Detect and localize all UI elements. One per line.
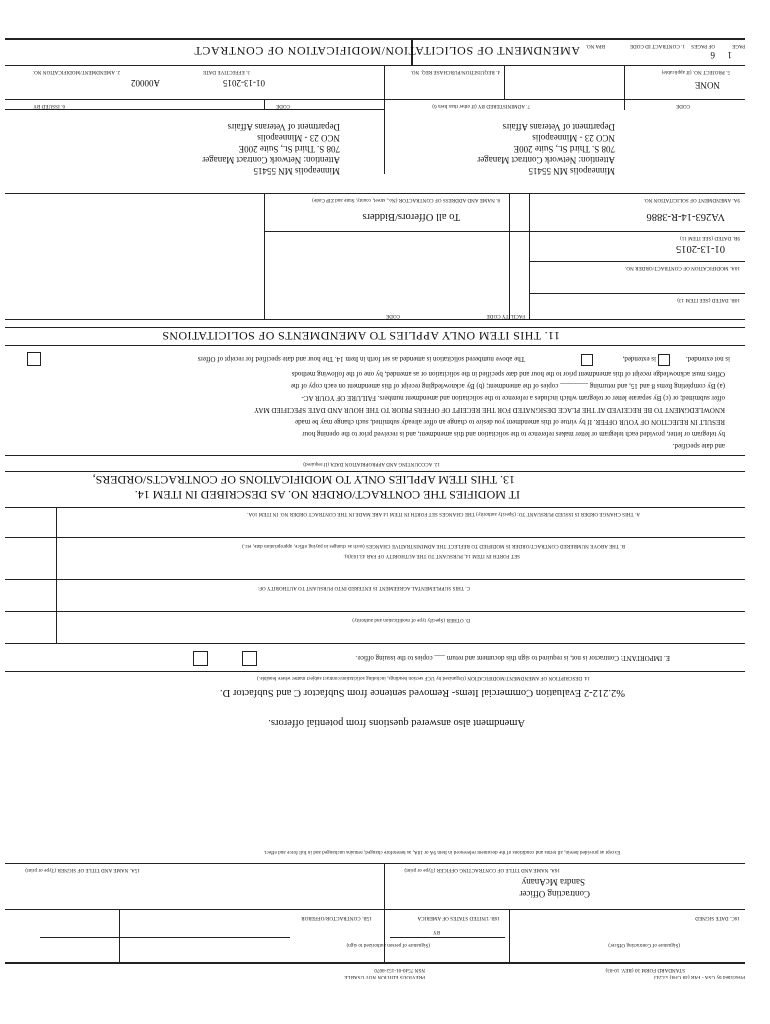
item11-line-5: (a) By completing Items 8 and 15, and returning ________ copies of the amendment; (b) By acknowledging receipt of this amendment on each copy of the [290, 382, 725, 390]
item13-b2: SET FORTH IN ITEM 14, PURSUANT TO THE AUTHORITY OF FAR 43.103(b). [343, 553, 520, 558]
box15a-label: 15A. NAME AND TITLE OF SIGNER (Type or print) [25, 867, 140, 872]
item13-a-top [5, 507, 745, 508]
bottom-border [5, 962, 745, 964]
box9a-value: VA263-14-R-3886 [646, 211, 725, 222]
contractor-sig-line [40, 937, 290, 938]
row2-div2 [504, 66, 505, 100]
item13-c: C. THIS SUPPLEMENTAL AGREEMENT IS ENTERED INTO PURSUANT TO AUTHORITY OF: [257, 585, 470, 590]
issuer-line-2: NCO 23 - Minneapolis [257, 133, 340, 143]
item11-extended: is extended, [622, 355, 656, 363]
sig-contractor: (Signature of person authorized to sign) [346, 942, 430, 947]
box15-16-div [384, 864, 385, 964]
row2-div1 [624, 66, 625, 100]
item14-line1: %2.212-2 Evaluation Commercial Items- Removed sentence from Subfactor C and Subfactor D. [219, 687, 625, 698]
item13-bottom [5, 643, 745, 644]
is-not-checkbox[interactable] [242, 651, 257, 666]
item13-check-col [56, 508, 57, 644]
item11-line-9: by telegram or letter, provided each telegram or letter makes reference to the solicitation and this amendment, and is received prior to the opening hour [302, 430, 725, 438]
item11-line-7: KNOWLEDGMENT TO BE RECEIVED AT THE PLACE DESIGNATED FOR THE RECEIPT OF OFFERS PRIOR TO THE HOUR AND DATE SPECIFIED MAY [254, 406, 725, 414]
top-border [5, 38, 745, 40]
admin-line-2: NCO 23 - Minneapolis [532, 133, 615, 143]
page-label: PAGE [732, 43, 745, 48]
prescribed: Prescribed by GSA - FAR (48 CFR) 53.243 [653, 974, 745, 979]
facility-code-label: FACILITY CODE [486, 313, 525, 318]
box6-code-line [5, 109, 385, 110]
box10a-label: 10A. MODIFICATION OF CONTRACT/ORDER NO. [624, 265, 740, 270]
row4-div2 [529, 194, 530, 320]
officer-sig-line [390, 937, 505, 938]
admin-line-3: 708 S. Third St., Suite 200E [513, 144, 615, 154]
item11-line-4: Offers must acknowledge receipt of this amendment prior to the hour and date specified in the solicitation or as amended, by one of the following methods [291, 370, 725, 378]
box8-label: 8. NAME AND ADDRESS OF CONTRACTOR (No., street, county, State and ZIP Code) [312, 197, 500, 202]
is-required-checkbox[interactable] [193, 651, 208, 666]
by-label: BY [432, 929, 440, 934]
box10a-top [530, 261, 745, 262]
box8-value: To all Offerors/Bidders [362, 211, 460, 222]
box9b-top [265, 231, 530, 232]
row3-top [5, 99, 745, 100]
item11-title: 11. THIS ITEM ONLY APPLIES TO AMENDMENTS OF SOLICITATIONS [161, 329, 560, 343]
box7-code-label: CODE [675, 103, 690, 108]
is-extended-checkbox[interactable] [581, 354, 593, 366]
std-form: STANDARD FORM 30 (REV. 10-83) [605, 967, 685, 972]
item13-b: B. THE ABOVE NUMBERED CONTRACT/ORDER IS MODIFIED TO REFLECT THE ADMINISTRATIVE CHANGES (such as changes in paying office, appropriation date, etc.) [241, 543, 625, 548]
issuer-line-4: Attention: Network Contract Manager [202, 155, 340, 165]
item-e: E. IMPORTANT: Contractor is not, is required to sign this document and return ___ copies to the issuing office. [355, 654, 670, 662]
row4-div3 [509, 194, 510, 320]
row4-code-line [5, 319, 745, 320]
row3-div [384, 100, 385, 174]
item14-top [5, 671, 745, 672]
extended-checkbox[interactable] [27, 352, 41, 366]
box9a-label: 9A. AMENDMENT OF SOLICITATION NO. [643, 197, 740, 202]
row4-top [5, 193, 745, 194]
box15b-contractor-label: 15B. CONTRACTOR/OFFEROR [301, 915, 372, 920]
box9b-value: 01-13-2015 [676, 243, 725, 254]
row2-div3 [384, 66, 385, 100]
box16a-label: 16A. NAME AND TITLE OF CONTRACTING OFFICER (Type or print) [404, 867, 560, 872]
box9b-label: 9B. DATED (SEE ITEM 11) [679, 235, 740, 240]
box16c-label: 16C. DATE SIGNED [695, 915, 740, 920]
box4-label: 4. REQUISITION/PURCHASE REQ. NO. [410, 69, 500, 74]
box7-label: 7. ADMINISTERED BY (If other than Item 6) [432, 103, 530, 108]
item11-line-8: RESULT IN REJECTION OF YOUR OFFER. If by virtue of this amendment you desire to change an offer already submitted, such change may be made [294, 418, 725, 426]
box8-code-label: CODE [385, 313, 400, 318]
item14-line2: Amendment also answered questions from potential offerors. [268, 717, 525, 728]
contract-id-label: 1. CONTRACT ID CODE [629, 43, 685, 48]
item11-line-1: The above numbered solicitation is amended as set forth in Item 14. The hour and date specified for receipt of Offers [197, 355, 525, 363]
sig-officer: (Signature of Contracting Officer) [608, 942, 680, 947]
item13-a: A. THIS CHANGE ORDER IS ISSUED PURSUANT TO: (Specify authority) THE CHANGES SET FORTH IN ITEM 14 ARE MADE IN THE CONTRACT ORDER NO. IN ITEM 10A. [247, 511, 640, 516]
admin-line-1: Department of Veterans Affairs [502, 122, 615, 132]
item13-d-top [5, 611, 745, 612]
page-of-label: OF PAGES [691, 43, 715, 48]
issuer-line-3: 708 S. Third St., Suite 200E [238, 144, 340, 154]
box6-code-label: CODE [275, 103, 290, 108]
nsn: NSN 7540-01-152-8070 [374, 967, 425, 972]
row2-top [5, 65, 745, 66]
box16b-label: 16B. UNITED STATES OF AMERICA [417, 915, 500, 920]
item14-label: 14. DESCRIPTION OF AMENDMENT/MODIFICATION (Organized by UCF section headings, including solicitation/contract subject matter where feasible.) [257, 675, 590, 680]
admin-line-4: Attention: Network Contract Manager [477, 155, 615, 165]
item13-d: D. OTHER (Specify type of modification and authority) [352, 617, 470, 622]
row4-div [264, 194, 265, 320]
item13-title: 13. THIS ITEM APPLIES ONLY TO MODIFICATIONS OF CONTRACTS/ORDERS, [92, 473, 515, 487]
item11-line-6: offer submitted; or (c) By separate letter or telegram which includes a reference to the solicitation and amendment numbers. FAILURE OF YOUR AC- [301, 394, 725, 402]
item13-c-top [5, 579, 745, 580]
officer-name: Sandra McAnany [521, 877, 585, 887]
box15b-top [5, 909, 745, 910]
box6-label: 6. ISSUED BY [33, 103, 65, 108]
page-total: 6 [710, 50, 715, 60]
box2-label: 2. AMENDMENT/MODIFICATION NO. [32, 69, 120, 74]
item13-b-top [5, 537, 745, 538]
box5-value: NONE [695, 80, 720, 90]
box3-label: 3. EFFECTIVE DATE [202, 69, 250, 74]
box15c-div [509, 910, 510, 964]
item12-label: 12. ACCOUNTING AND APPROPRIATION DATA (If required) [303, 461, 440, 466]
box10b-label: 10B. DATED (SEE ITEM 13) [677, 297, 740, 302]
box15-top [5, 863, 745, 864]
issuer-line-5: Minneapolis MN 55415 [253, 166, 340, 176]
item11-not-extended: is not extended. [685, 355, 730, 363]
bpa-label: BPA NO. [585, 43, 605, 48]
box2-value: A00002 [131, 78, 160, 88]
officer-title: Contracting Officer [519, 889, 590, 899]
page-number: 1 [727, 50, 732, 60]
form-title: AMENDMENT OF SOLICITATION/MODIFICATION OF CONTRACT [193, 44, 580, 58]
prev-edition: PREVIOUS EDITION NOT USABLE [344, 974, 425, 979]
box3-value: 01-13-2015 [223, 78, 265, 88]
item11-title-bottom [5, 345, 745, 346]
item12-top [5, 455, 745, 456]
box10b-top [530, 293, 745, 294]
item13-subtitle: IT MODIFIES THE CONTRACT/ORDER NO. AS DESCRIBED IN ITEM 14. [134, 488, 520, 502]
issuer-line-1: Department of Veterans Affairs [227, 122, 340, 132]
box9-sep [530, 231, 745, 232]
box5-label: 5. PROJECT NO. (If applicable) [661, 69, 730, 74]
is-not-extended-checkbox[interactable] [658, 354, 670, 366]
admin-line-5: Minneapolis MN 55415 [528, 166, 615, 176]
box7-code-div [624, 100, 625, 110]
except-text: Except as provided herein, all terms and conditions of the document referenced in Item 9A or 10A, as heretofore changed, remains unchanged and in full force and effect. [263, 849, 620, 854]
item11-line-10: and date specified. [672, 442, 725, 450]
